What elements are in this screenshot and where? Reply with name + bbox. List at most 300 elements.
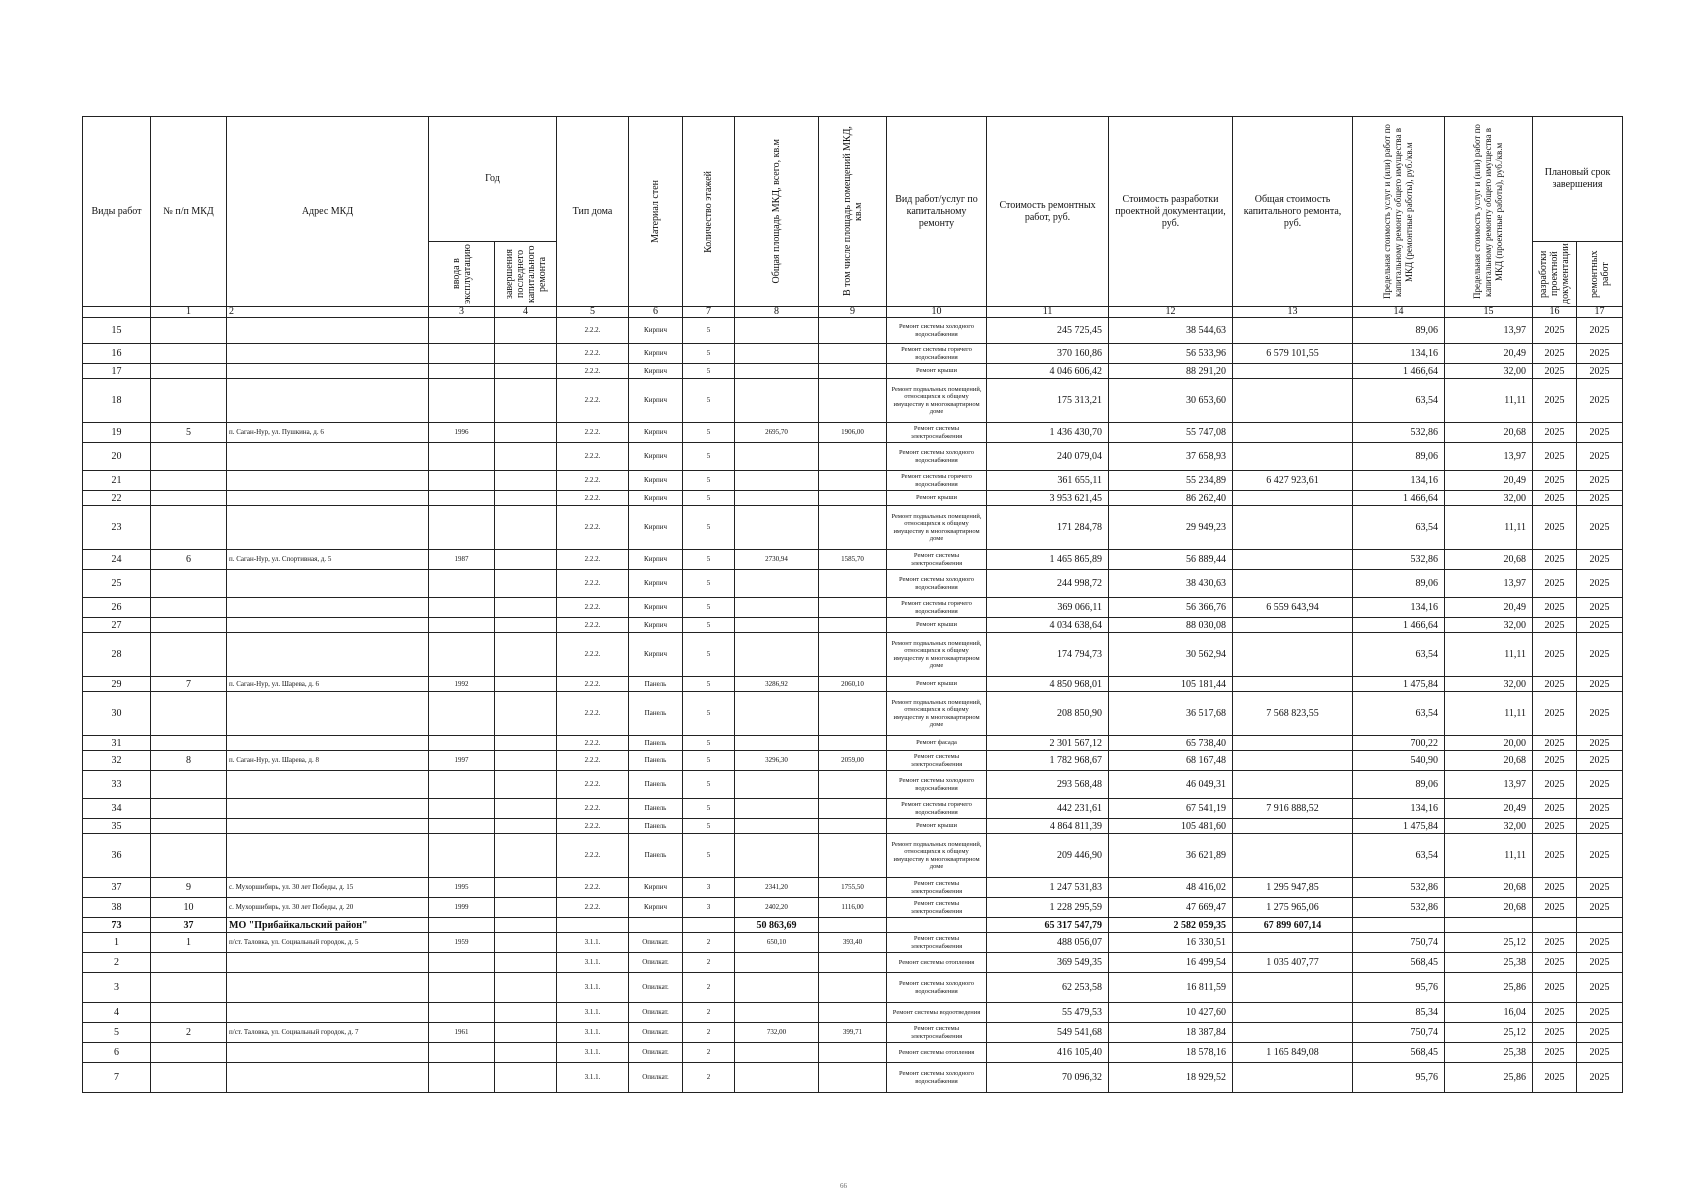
cell-house-type: 2.2.2. — [557, 344, 629, 364]
cell-total-area — [735, 471, 819, 491]
cell-mkd-number — [151, 799, 227, 819]
cell-repair-cost: 209 446,90 — [987, 834, 1109, 878]
cell-wall-material: Кирпич — [629, 344, 683, 364]
cell-limit-repair: 532,86 — [1353, 898, 1445, 918]
cell-project-cost: 36 517,68 — [1109, 692, 1233, 736]
cell-premises-area — [819, 953, 887, 973]
cell-floors: 5 — [683, 550, 735, 570]
cell-total-cost — [1233, 443, 1353, 471]
cell-year-last-repair — [495, 318, 557, 344]
cell-premises-area — [819, 1043, 887, 1063]
cell-plan-project: 2025 — [1533, 344, 1577, 364]
cell-limit-project: 20,49 — [1445, 471, 1533, 491]
table-row — [83, 692, 1623, 736]
cell-premises-area — [819, 618, 887, 633]
cell-project-cost: 37 658,93 — [1109, 443, 1233, 471]
cell-repair-cost: 4 864 811,39 — [987, 819, 1109, 834]
cell-limit-project: 11,11 — [1445, 834, 1533, 878]
cell-address: п. Саган-Нур, ул. Пушкина, д. 6 — [227, 423, 429, 443]
cell-premises-area — [819, 344, 887, 364]
cell-project-cost: 67 541,19 — [1109, 799, 1233, 819]
cell-floors: 2 — [683, 973, 735, 1003]
cell-total-cost: 1 035 407,77 — [1233, 953, 1353, 973]
table-row — [83, 933, 1623, 953]
column-index: 15 — [1445, 307, 1533, 318]
cell-limit-project: 32,00 — [1445, 819, 1533, 834]
cell-row-number: 35 — [83, 819, 151, 834]
cell-year-last-repair — [495, 550, 557, 570]
cell-plan-project: 2025 — [1533, 953, 1577, 973]
cell-house-type: 3.1.1. — [557, 973, 629, 1003]
cell-wall-material: Кирпич — [629, 318, 683, 344]
cell-project-cost: 68 167,48 — [1109, 751, 1233, 771]
empty-cell — [1533, 918, 1577, 933]
column-index: 3 — [429, 307, 495, 318]
cell-address — [227, 471, 429, 491]
cell-limit-repair: 63,54 — [1353, 506, 1445, 550]
cell-wall-material: Кирпич — [629, 550, 683, 570]
header-year-commission: ввода в эксплуатацию — [429, 242, 495, 307]
cell-year-commission: 1997 — [429, 751, 495, 771]
cell-total-area: 732,00 — [735, 1023, 819, 1043]
cell-year-commission — [429, 506, 495, 550]
cell-premises-area — [819, 364, 887, 379]
cell-plan-project: 2025 — [1533, 1043, 1577, 1063]
cell-total-cost — [1233, 423, 1353, 443]
table-row — [83, 819, 1623, 834]
header-work-kind: Вид работ/услуг по капитальному ремонту — [887, 117, 987, 307]
cell-year-commission — [429, 618, 495, 633]
cell-total-cost — [1233, 364, 1353, 379]
cell-plan-project: 2025 — [1533, 933, 1577, 953]
table-row — [83, 677, 1623, 692]
cell-total-cost — [1233, 570, 1353, 598]
cell-limit-repair: 89,06 — [1353, 443, 1445, 471]
table-row — [83, 1023, 1623, 1043]
table-body — [83, 307, 1623, 1093]
cell-house-type: 2.2.2. — [557, 443, 629, 471]
cell-house-type: 3.1.1. — [557, 1003, 629, 1023]
cell-project-cost: 16 499,54 — [1109, 953, 1233, 973]
cell-limit-project: 25,86 — [1445, 973, 1533, 1003]
cell-repair-cost: 369 549,35 — [987, 953, 1109, 973]
cell-limit-repair: 63,54 — [1353, 692, 1445, 736]
cell-floors: 5 — [683, 598, 735, 618]
cell-row-number: 26 — [83, 598, 151, 618]
cell-work-kind: Ремонт системы электроснабжения — [887, 878, 987, 898]
empty-cell — [819, 918, 887, 933]
cell-house-type: 3.1.1. — [557, 1043, 629, 1063]
cell-work-kind: Ремонт системы горячего водоснабжения — [887, 471, 987, 491]
cell-repair-cost: 369 066,11 — [987, 598, 1109, 618]
cell-wall-material: Опилкат. — [629, 933, 683, 953]
cell-row-number: 30 — [83, 692, 151, 736]
cell-limit-project: 32,00 — [1445, 364, 1533, 379]
cell-year-commission: 1961 — [429, 1023, 495, 1043]
cell-mkd-number: 6 — [151, 550, 227, 570]
cell-total-cost — [1233, 379, 1353, 423]
cell-floors: 2 — [683, 1063, 735, 1093]
cell-work-kind: Ремонт системы электроснабжения — [887, 550, 987, 570]
cell-address: с. Мухоршибирь, ул. 30 лет Победы, д. 20 — [227, 898, 429, 918]
cell-premises-area — [819, 799, 887, 819]
cell-plan-repair: 2025 — [1577, 491, 1623, 506]
cell-total-cost: 1 295 947,85 — [1233, 878, 1353, 898]
empty-cell — [495, 918, 557, 933]
cell-year-last-repair — [495, 379, 557, 423]
cell-year-commission — [429, 799, 495, 819]
table-row — [83, 364, 1623, 379]
cell-house-type: 3.1.1. — [557, 1063, 629, 1093]
total-repair-cost: 65 317 547,79 — [987, 918, 1109, 933]
cell-plan-project: 2025 — [1533, 618, 1577, 633]
cell-address — [227, 973, 429, 1003]
table-row — [83, 471, 1623, 491]
cell-mkd-number — [151, 506, 227, 550]
column-index: 10 — [887, 307, 987, 318]
cell-year-commission — [429, 771, 495, 799]
cell-total-cost — [1233, 550, 1353, 570]
cell-year-last-repair — [495, 878, 557, 898]
cell-year-commission: 1959 — [429, 933, 495, 953]
cell-address — [227, 344, 429, 364]
column-index: 12 — [1109, 307, 1233, 318]
cell-wall-material: Кирпич — [629, 379, 683, 423]
cell-project-cost: 55 234,89 — [1109, 471, 1233, 491]
cell-year-last-repair — [495, 771, 557, 799]
cell-total-area — [735, 771, 819, 799]
cell-total-cost — [1233, 751, 1353, 771]
cell-work-kind: Ремонт системы холодного водоснабжения — [887, 570, 987, 598]
cell-limit-project: 20,49 — [1445, 799, 1533, 819]
cell-year-commission — [429, 443, 495, 471]
cell-plan-repair: 2025 — [1577, 953, 1623, 973]
empty-cell — [887, 918, 987, 933]
cell-year-commission — [429, 364, 495, 379]
cell-total-cost: 7 568 823,55 — [1233, 692, 1353, 736]
cell-wall-material: Кирпич — [629, 570, 683, 598]
cell-limit-repair: 1 466,64 — [1353, 618, 1445, 633]
cell-total-cost: 6 559 643,94 — [1233, 598, 1353, 618]
cell-year-commission — [429, 344, 495, 364]
cell-mkd-number — [151, 834, 227, 878]
cell-repair-cost: 4 034 638,64 — [987, 618, 1109, 633]
cell-mkd-number — [151, 570, 227, 598]
cell-mkd-number — [151, 1003, 227, 1023]
cell-year-last-repair — [495, 618, 557, 633]
cell-address: п. Саган-Нур, ул. Спортивная, д. 5 — [227, 550, 429, 570]
cell-address — [227, 799, 429, 819]
cell-work-kind: Ремонт фасада — [887, 736, 987, 751]
cell-total-area — [735, 506, 819, 550]
cell-house-type: 2.2.2. — [557, 878, 629, 898]
cell-row-number: 33 — [83, 771, 151, 799]
cell-limit-project: 20,00 — [1445, 736, 1533, 751]
cell-year-last-repair — [495, 1063, 557, 1093]
cell-project-cost: 16 330,51 — [1109, 933, 1233, 953]
cell-wall-material: Опилкат. — [629, 973, 683, 1003]
header-premises-area: В том числе площадь помещений МКД, кв.м — [819, 117, 887, 307]
cell-mkd-number: 5 — [151, 423, 227, 443]
cell-address: п/ст. Таловка, ул. Социальный городок, д. 7 — [227, 1023, 429, 1043]
total-project-cost: 2 582 059,35 — [1109, 918, 1233, 933]
cell-mkd-number — [151, 618, 227, 633]
cell-premises-area — [819, 471, 887, 491]
cell-work-kind: Ремонт системы электроснабжения — [887, 1023, 987, 1043]
cell-repair-cost: 240 079,04 — [987, 443, 1109, 471]
cell-total-cost: 6 579 101,55 — [1233, 344, 1353, 364]
cell-project-cost: 18 578,16 — [1109, 1043, 1233, 1063]
header-year-last-repair: завершения последнего капитального ремонта — [495, 242, 557, 307]
cell-wall-material: Кирпич — [629, 506, 683, 550]
cell-total-area — [735, 344, 819, 364]
cell-limit-project: 25,12 — [1445, 933, 1533, 953]
cell-year-commission: 1987 — [429, 550, 495, 570]
cell-mkd-number: 8 — [151, 751, 227, 771]
cell-plan-project: 2025 — [1533, 736, 1577, 751]
cell-work-kind: Ремонт подвальных помещений, относящихся к общему имуществу в многоквартирном доме — [887, 834, 987, 878]
cell-plan-project: 2025 — [1533, 364, 1577, 379]
cell-plan-project: 2025 — [1533, 379, 1577, 423]
cell-wall-material: Кирпич — [629, 443, 683, 471]
cell-house-type: 2.2.2. — [557, 834, 629, 878]
cell-repair-cost: 488 056,07 — [987, 933, 1109, 953]
cell-premises-area — [819, 379, 887, 423]
column-index-row — [83, 307, 1623, 318]
cell-mkd-number — [151, 692, 227, 736]
cell-plan-repair: 2025 — [1577, 423, 1623, 443]
cell-year-last-repair — [495, 344, 557, 364]
cell-limit-project: 11,11 — [1445, 633, 1533, 677]
cell-year-commission — [429, 834, 495, 878]
header-repair-cost: Стоимость ремонтных работ, руб. — [987, 117, 1109, 307]
total-row-number: 73 — [83, 918, 151, 933]
cell-mkd-number — [151, 819, 227, 834]
cell-wall-material: Опилкат. — [629, 1063, 683, 1093]
cell-floors: 5 — [683, 344, 735, 364]
cell-work-kind: Ремонт системы холодного водоснабжения — [887, 318, 987, 344]
cell-work-kind: Ремонт системы горячего водоснабжения — [887, 344, 987, 364]
table-row — [83, 898, 1623, 918]
header-mkd-number: № п/п МКД — [151, 117, 227, 307]
cell-project-cost: 18 387,84 — [1109, 1023, 1233, 1043]
cell-address — [227, 953, 429, 973]
cell-mkd-number — [151, 598, 227, 618]
cell-total-cost: 6 427 923,61 — [1233, 471, 1353, 491]
cell-mkd-number — [151, 344, 227, 364]
cell-wall-material: Кирпич — [629, 878, 683, 898]
cell-row-number: 4 — [83, 1003, 151, 1023]
cell-plan-repair: 2025 — [1577, 771, 1623, 799]
cell-wall-material: Панель — [629, 771, 683, 799]
cell-floors: 5 — [683, 364, 735, 379]
cell-row-number: 6 — [83, 1043, 151, 1063]
cell-project-cost: 105 481,60 — [1109, 819, 1233, 834]
cell-address — [227, 771, 429, 799]
cell-house-type: 2.2.2. — [557, 633, 629, 677]
cell-total-cost — [1233, 819, 1353, 834]
cell-total-area — [735, 1063, 819, 1093]
cell-year-commission: 1999 — [429, 898, 495, 918]
cell-address — [227, 1043, 429, 1063]
cell-year-last-repair — [495, 1043, 557, 1063]
cell-house-type: 2.2.2. — [557, 736, 629, 751]
cell-year-last-repair — [495, 491, 557, 506]
header-project-cost: Стоимость разработки проектной документации, руб. — [1109, 117, 1233, 307]
cell-limit-repair: 89,06 — [1353, 318, 1445, 344]
cell-plan-repair: 2025 — [1577, 1003, 1623, 1023]
cell-limit-repair: 134,16 — [1353, 598, 1445, 618]
cell-work-kind: Ремонт крыши — [887, 677, 987, 692]
cell-house-type: 3.1.1. — [557, 953, 629, 973]
cell-year-last-repair — [495, 364, 557, 379]
column-index: 7 — [683, 307, 735, 318]
cell-limit-repair: 568,45 — [1353, 1043, 1445, 1063]
cell-premises-area — [819, 736, 887, 751]
empty-cell — [1577, 918, 1623, 933]
cell-row-number: 22 — [83, 491, 151, 506]
empty-cell — [429, 918, 495, 933]
cell-premises-area: 1585,70 — [819, 550, 887, 570]
cell-house-type: 2.2.2. — [557, 799, 629, 819]
header-plan-project: разработки проектной документации — [1533, 242, 1577, 307]
cell-mkd-number — [151, 973, 227, 1003]
cell-work-kind: Ремонт системы отопления — [887, 1043, 987, 1063]
cell-total-cost — [1233, 633, 1353, 677]
cell-premises-area — [819, 491, 887, 506]
cell-address — [227, 379, 429, 423]
cell-project-cost: 10 427,60 — [1109, 1003, 1233, 1023]
cell-plan-repair: 2025 — [1577, 506, 1623, 550]
cell-plan-project: 2025 — [1533, 898, 1577, 918]
column-index: 4 — [495, 307, 557, 318]
cell-limit-project: 11,11 — [1445, 379, 1533, 423]
cell-total-cost — [1233, 506, 1353, 550]
cell-premises-area — [819, 692, 887, 736]
cell-total-area — [735, 491, 819, 506]
cell-plan-repair: 2025 — [1577, 898, 1623, 918]
table-row — [83, 318, 1623, 344]
table-row — [83, 491, 1623, 506]
column-index: 2 — [227, 307, 429, 318]
cell-total-cost — [1233, 933, 1353, 953]
cell-plan-repair: 2025 — [1577, 364, 1623, 379]
cell-work-kind: Ремонт подвальных помещений, относящихся к общему имуществу в многоквартирном доме — [887, 379, 987, 423]
cell-floors: 5 — [683, 491, 735, 506]
cell-floors: 5 — [683, 692, 735, 736]
cell-floors: 5 — [683, 471, 735, 491]
cell-row-number: 23 — [83, 506, 151, 550]
table-row — [83, 506, 1623, 550]
cell-plan-project: 2025 — [1533, 423, 1577, 443]
cell-premises-area — [819, 570, 887, 598]
cell-total-cost — [1233, 834, 1353, 878]
table-row — [83, 379, 1623, 423]
cell-plan-project: 2025 — [1533, 443, 1577, 471]
cell-row-number: 7 — [83, 1063, 151, 1093]
cell-year-last-repair — [495, 570, 557, 598]
cell-year-commission — [429, 1043, 495, 1063]
cell-premises-area: 2059,00 — [819, 751, 887, 771]
cell-project-cost: 56 889,44 — [1109, 550, 1233, 570]
cell-limit-repair: 95,76 — [1353, 973, 1445, 1003]
cell-year-commission — [429, 491, 495, 506]
empty-cell — [1445, 918, 1533, 933]
cell-premises-area — [819, 1063, 887, 1093]
cell-premises-area — [819, 633, 887, 677]
cell-plan-repair: 2025 — [1577, 379, 1623, 423]
cell-total-area — [735, 973, 819, 1003]
cell-total-cost: 1 275 965,06 — [1233, 898, 1353, 918]
cell-work-kind: Ремонт системы водоотведения — [887, 1003, 987, 1023]
cell-limit-project: 13,97 — [1445, 771, 1533, 799]
cell-work-kind: Ремонт подвальных помещений, относящихся к общему имуществу в многоквартирном доме — [887, 692, 987, 736]
cell-work-kind: Ремонт крыши — [887, 618, 987, 633]
cell-year-commission: 1992 — [429, 677, 495, 692]
cell-year-commission — [429, 570, 495, 598]
cell-repair-cost: 171 284,78 — [987, 506, 1109, 550]
cell-address: с. Мухоршибирь, ул. 30 лет Победы, д. 15 — [227, 878, 429, 898]
cell-premises-area — [819, 819, 887, 834]
cell-year-commission — [429, 692, 495, 736]
cell-limit-project: 13,97 — [1445, 318, 1533, 344]
cell-house-type: 2.2.2. — [557, 771, 629, 799]
cell-premises-area: 1116,00 — [819, 898, 887, 918]
cell-project-cost: 47 669,47 — [1109, 898, 1233, 918]
cell-floors: 5 — [683, 799, 735, 819]
cell-limit-project: 16,04 — [1445, 1003, 1533, 1023]
cell-mkd-number — [151, 318, 227, 344]
cell-work-kind: Ремонт системы холодного водоснабжения — [887, 771, 987, 799]
cell-year-commission — [429, 736, 495, 751]
cell-premises-area — [819, 1003, 887, 1023]
cell-wall-material: Панель — [629, 799, 683, 819]
cell-year-last-repair — [495, 736, 557, 751]
cell-work-kind: Ремонт системы горячего водоснабжения — [887, 598, 987, 618]
cell-limit-repair: 1 475,84 — [1353, 819, 1445, 834]
cell-project-cost: 38 544,63 — [1109, 318, 1233, 344]
cell-row-number: 21 — [83, 471, 151, 491]
column-index — [83, 307, 151, 318]
cell-total-area: 650,10 — [735, 933, 819, 953]
cell-total-area — [735, 570, 819, 598]
cell-year-commission: 1995 — [429, 878, 495, 898]
cell-address — [227, 819, 429, 834]
cell-house-type: 2.2.2. — [557, 677, 629, 692]
cell-house-type: 2.2.2. — [557, 379, 629, 423]
cell-plan-project: 2025 — [1533, 677, 1577, 692]
column-index: 8 — [735, 307, 819, 318]
cell-limit-project: 11,11 — [1445, 692, 1533, 736]
table-row — [83, 751, 1623, 771]
cell-floors: 5 — [683, 633, 735, 677]
cell-address — [227, 318, 429, 344]
cell-floors: 2 — [683, 1043, 735, 1063]
cell-limit-repair: 63,54 — [1353, 379, 1445, 423]
cell-house-type: 2.2.2. — [557, 570, 629, 598]
cell-work-kind: Ремонт крыши — [887, 364, 987, 379]
total-row — [83, 918, 1623, 933]
cell-plan-project: 2025 — [1533, 633, 1577, 677]
cell-year-last-repair — [495, 423, 557, 443]
empty-cell — [557, 918, 629, 933]
cell-wall-material: Панель — [629, 692, 683, 736]
cell-plan-repair: 2025 — [1577, 878, 1623, 898]
cell-total-area — [735, 364, 819, 379]
cell-total-cost — [1233, 318, 1353, 344]
cell-limit-repair: 1 466,64 — [1353, 364, 1445, 379]
cell-work-kind: Ремонт системы горячего водоснабжения — [887, 799, 987, 819]
